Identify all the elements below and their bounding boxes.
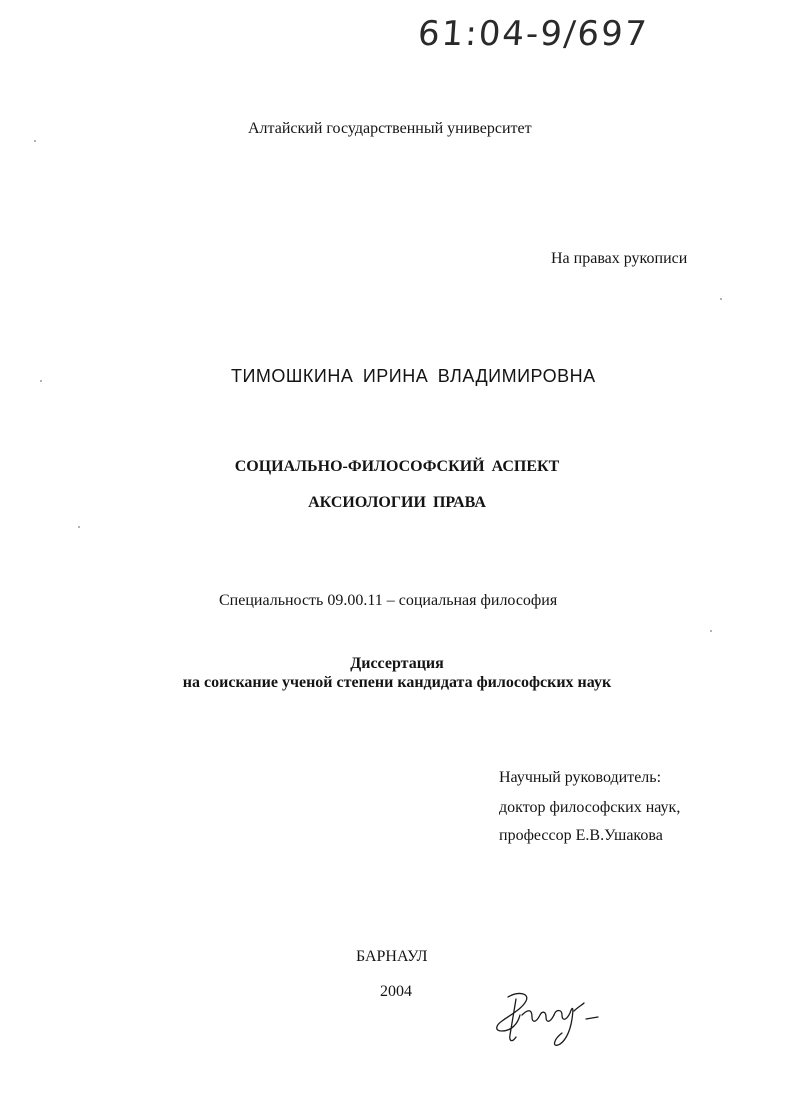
archive-stamp-number: 61:04-9/697 xyxy=(416,14,650,54)
supervisor-degree: доктор философских наук, xyxy=(499,799,681,816)
handwritten-signature xyxy=(488,985,608,1055)
scan-speck xyxy=(710,630,712,632)
thesis-title-line-1: СОЦИАЛЬНО-ФИЛОСОФСКИЙ АСПЕКТ xyxy=(234,458,560,475)
specialty-line: Специальность 09.00.11 – социальная философия xyxy=(219,592,558,609)
thesis-title-line-2: АКСИОЛОГИИ ПРАВА xyxy=(308,494,486,511)
scan-speck xyxy=(40,380,42,382)
supervisor-name: профессор Е.В.Ушакова xyxy=(499,827,663,844)
scan-speck xyxy=(720,298,722,300)
scan-speck xyxy=(34,140,36,142)
scan-speck xyxy=(78,526,80,528)
rights-note: На правах рукописи xyxy=(551,250,688,267)
university-name: Алтайский государственный университет xyxy=(248,120,532,137)
supervisor-heading: Научный руководитель: xyxy=(499,769,662,786)
dissertation-label: Диссертация xyxy=(350,655,444,672)
author-name: ТИМОШКИНА ИРИНА ВЛАДИМИРОВНА xyxy=(231,366,596,386)
year: 2004 xyxy=(380,983,412,1000)
dissertation-degree: на соискание ученой степени кандидата философских наук xyxy=(182,674,612,691)
city: БАРНАУЛ xyxy=(356,948,428,965)
